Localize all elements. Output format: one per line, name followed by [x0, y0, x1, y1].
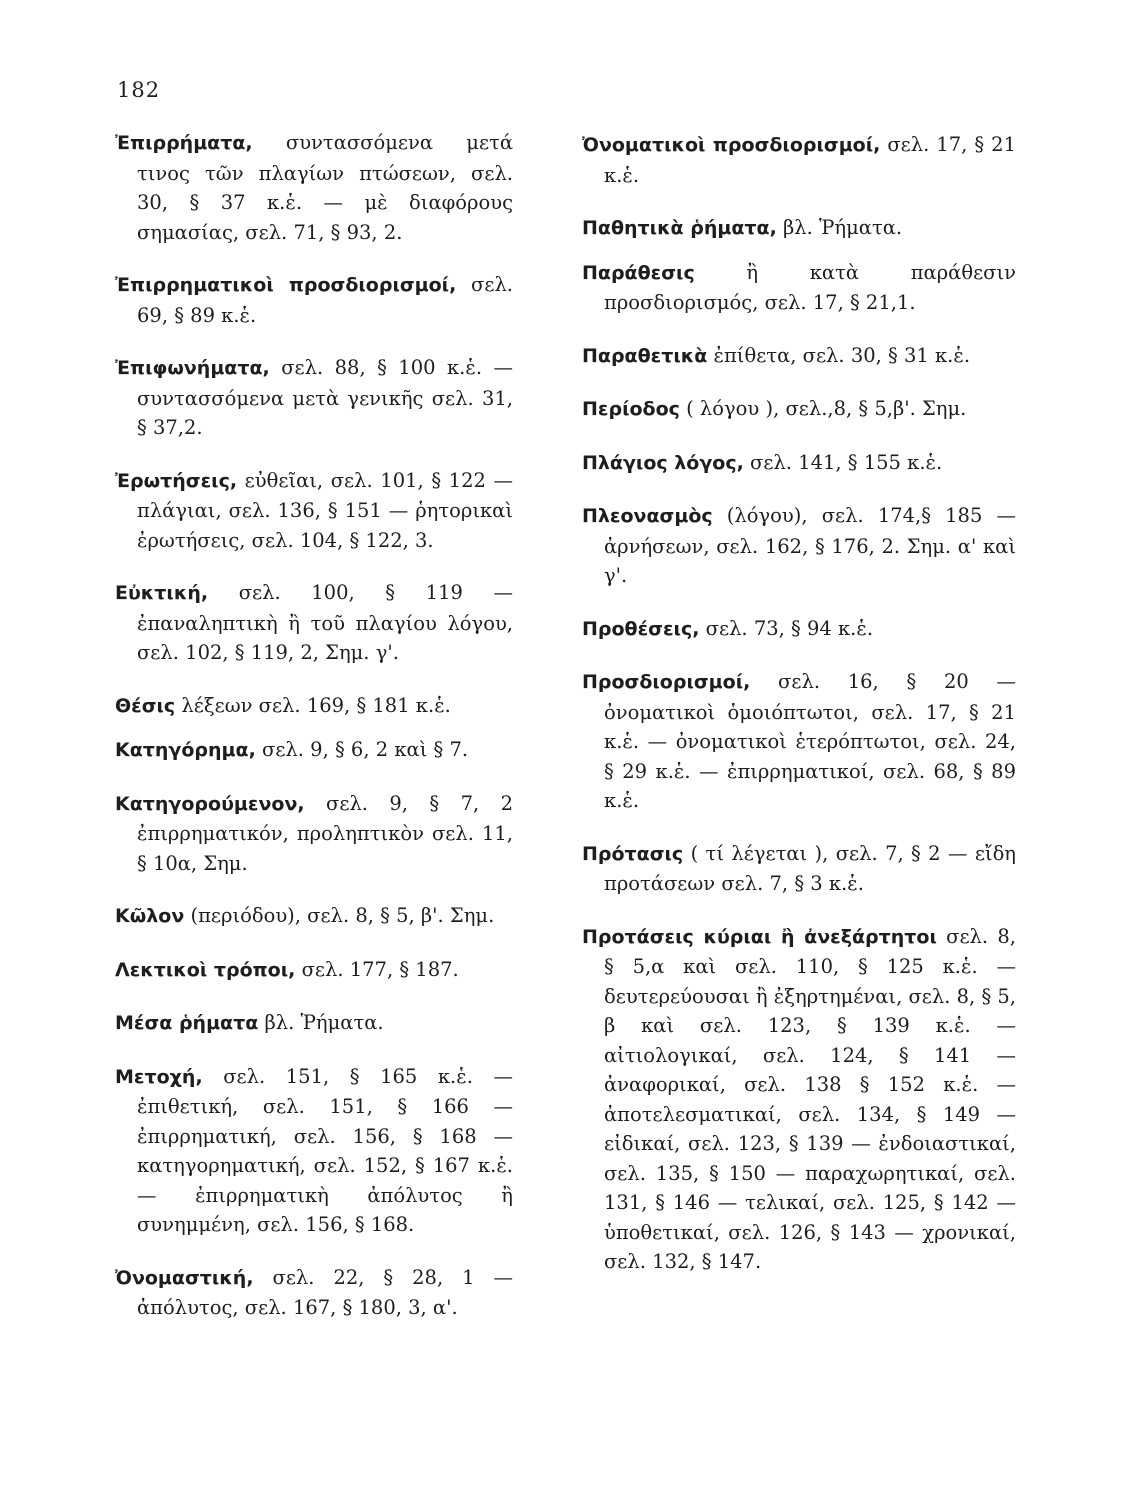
entry-body: σελ. 177, § 187. — [295, 957, 459, 981]
entry-body: σελ. 73, § 94 κ.ἑ. — [699, 616, 874, 640]
entry-headword: Θέσις — [115, 694, 176, 717]
entry-headword: Ἐρωτήσεις, — [115, 469, 238, 492]
index-column-left — [115, 128, 513, 1346]
entry-headword: Περίοδος — [582, 398, 680, 420]
entry-headword: Λεκτικοὶ τρόποι, — [115, 958, 296, 981]
entry-headword: Πρότασις — [582, 842, 684, 865]
index-entry — [115, 1263, 513, 1323]
entry-headword: Προσδιορισμοί, — [582, 671, 751, 693]
index-entry — [115, 466, 513, 556]
entry-body: συντασσόμενα μετά τινος τῶν πλαγίων πτώσεων, σελ. 30, § 37 κ.ἑ. — μὲ διαφόρους σημασίας, σελ. 71, § 93, 2. — [137, 131, 513, 244]
index-entry — [582, 341, 1016, 372]
entry-headword: Μέσα ῥήματα — [115, 1012, 259, 1034]
index-entry — [115, 955, 513, 986]
entry-headword: Εὐκτική, — [115, 582, 209, 604]
index-entry — [115, 1062, 513, 1240]
index-entry — [582, 258, 1016, 318]
entry-body: ( λόγου ), σελ.,8, § 5,β'. Σημ. — [679, 397, 967, 420]
entry-body: (περιόδου), σελ. 8, § 5, β'. Σημ. — [184, 904, 495, 927]
entry-headword: Παράθεσις — [582, 261, 695, 284]
entry-body: σελ. 100, § 119 — ἐπαναληπτικὴ ἢ τοῦ πλαγίου λόγου, σελ. 102, § 119, 2, Σημ. γ'. — [137, 581, 513, 664]
entry-body: βλ. Ῥήματα. — [776, 216, 903, 239]
index-entry — [115, 901, 513, 932]
index-entry — [115, 270, 513, 330]
entry-body: (λόγου), σελ. 174,§ 185 — ἀρνήσεων, σελ. 162, § 176, 2. Σημ. α' καὶ γ'. — [604, 504, 1016, 587]
entry-headword: Κατηγορούμενον, — [115, 792, 305, 815]
entry-headword: Πλάγιος λόγος, — [582, 451, 744, 474]
entry-headword: Ἐπιρρηματικοὶ προσδιορισμοί, — [115, 274, 457, 296]
index-entry — [582, 614, 1016, 645]
entry-body: ( τί λέγεται ), σελ. 7, § 2 — εἴδη προτάσεων σελ. 7, § 3 κ.ἑ. — [604, 841, 1016, 895]
index-entry — [115, 128, 513, 247]
index-entry — [582, 130, 1016, 190]
index-entry — [582, 922, 1016, 1277]
entry-headword: Ἐπιρρήματα, — [115, 132, 253, 154]
index-entry — [582, 839, 1016, 899]
index-entry — [115, 578, 513, 668]
entry-body: σελ. 9, § 7, 2 ἐπιρρηματικόν, προληπτικὸν σελ. 11, § 10α, Σημ. — [137, 791, 513, 875]
entry-headword: Ὀνοματικοὶ προσδιορισμοί, — [582, 134, 881, 156]
entry-headword: Μετοχή, — [115, 1065, 203, 1088]
entry-headword: Παραθετικὰ — [582, 344, 708, 367]
index-entry — [582, 394, 1016, 425]
entry-headword: Ὀνομαστική, — [115, 1266, 254, 1289]
entry-body: βλ. Ῥήματα. — [258, 1011, 384, 1034]
index-entry — [115, 1008, 513, 1039]
index-entry — [582, 448, 1016, 479]
entry-body: λέξεων σελ. 169, § 181 κ.ἑ. — [175, 693, 451, 717]
entry-headword: Πλεονασμὸς — [582, 505, 713, 527]
index-entry — [115, 353, 513, 443]
entry-headword: Προτάσεις κύριαι ἢ ἀνεξάρτητοι — [582, 925, 937, 948]
entry-body: εὐθεῖαι, σελ. 101, § 122 — πλάγιαι, σελ. 136, § 151 — ῥητορικαὶ ἐρωτήσεις, σελ. 104, § 122, 3. — [137, 468, 513, 552]
entry-headword: Προθέσεις, — [582, 617, 700, 640]
entry-body: σελ. 9, § 6, 2 καὶ § 7. — [255, 738, 469, 761]
entry-headword: Κατηγόρημα, — [115, 739, 256, 761]
entry-headword: Κῶλον — [115, 905, 185, 927]
index-entry — [115, 691, 513, 722]
entry-body: σελ. 151, § 165 κ.ἑ. — ἐπιθετική, σελ. 151, § 166 — ἐπιρρηματική, σελ. 156, § 168 — κατηγορηματική, σελ. 152, § 167 κ.ἑ. — ἐπιρρηματικὴ ἀπόλυτος ἢ συνημμένη, σελ. 156, § 168. — [137, 1064, 513, 1236]
index-entry — [115, 735, 513, 766]
entry-body: ἢ κατὰ παράθεσιν προσδιορισμός, σελ. 17, § 21,1. — [604, 260, 1016, 314]
entry-headword: Ἐπιφωνήματα, — [115, 357, 270, 379]
entry-body: σελ. 17, § 21 κ.ἑ. — [604, 133, 1016, 187]
entry-headword: Παθητικὰ ῥήματα, — [582, 217, 777, 239]
index-entry — [582, 501, 1016, 591]
entry-body: σελ. 8, § 5,α καὶ σελ. 110, § 125 κ.ἑ. — δευτερεύουσαι ἢ ἐξηρτημέναι, σελ. 8, § 5, β καὶ σελ. 123, § 139 κ.ἑ. — αἰτιολογικαί, σελ. 124, § 141 — ἀναφορικαί, σελ. 138 § 152 κ.ἑ. — ἀποτελεσματικαί, σελ. 134, § 149 — εἰδικαί, σελ. 123, § 139 — ἐνδοιαστικαί, σελ. 135, § 150 — παραχωρητικαί, σελ. 131, § 146 — τελικαί, σελ. 125, § 142 — ὑποθετικαί, σελ. 126, § 143 — χρονικαί, σελ. 132, § 147. — [604, 924, 1016, 1273]
entry-body: σελ. 141, § 155 κ.ἑ. — [743, 450, 943, 474]
page-number: 182 — [117, 78, 161, 102]
index-entry — [582, 667, 1016, 816]
entry-body: σελ. 69, § 89 κ.ἑ. — [137, 273, 514, 327]
index-entry — [115, 789, 513, 879]
index-entry — [582, 213, 1016, 244]
entry-body: σελ. 16, § 20 — ὀνοματικοὶ ὁμοιόπτωτοι, σελ. 17, § 21 κ.ἑ. — ὀνοματικοὶ ἑτερόπτωτοι, σελ. 24, § 29 κ.ἑ. — ἐπιρρηματικοί, σελ. 68, § 89 κ.ἑ. — [604, 670, 1016, 812]
entry-body: σελ. 88, § 100 κ.ἑ. — συντασσόμενα μετὰ γενικῆς σελ. 31, § 37,2. — [137, 356, 513, 439]
index-column-right — [582, 130, 1016, 1300]
entry-body: ἐπίθετα, σελ. 30, § 31 κ.ἑ. — [707, 343, 971, 367]
entry-body: σελ. 22, § 28, 1 — ἀπόλυτος, σελ. 167, § 180, 3, α'. — [137, 1265, 513, 1319]
